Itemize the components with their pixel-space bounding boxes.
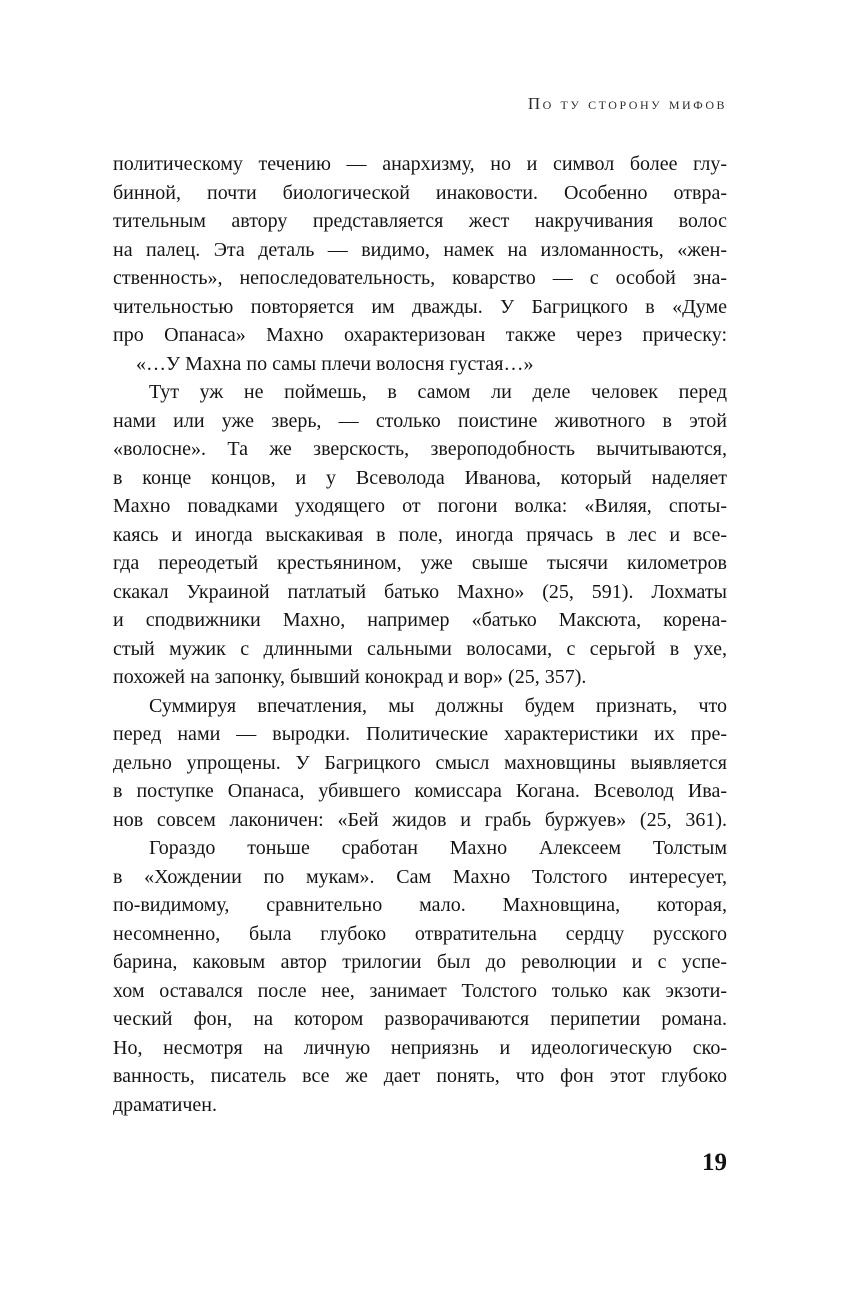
text-line: ственность», непоследовательность, коварство — с особой зна-	[113, 267, 727, 289]
text-line: на палец. Эта деталь — видимо, намек на изломанность, «жен-	[113, 238, 727, 261]
quote-paragraph	[113, 350, 727, 379]
text-line: похожей на запонку, бывший конокрад и вор» (25, 357).	[113, 666, 587, 688]
text-line: дельно упрощены. У Багрицкого смысл махновщины выявляется	[113, 751, 727, 774]
body-text	[113, 150, 727, 1119]
text-line: Гораздо тоньше сработан Махно Алексеем Толстым	[149, 837, 727, 859]
text-line: Тут уж не поймешь, в самом ли деле человек перед	[149, 381, 727, 403]
text-line: нами или уже зверь, — столько поистине животного в этой	[113, 409, 727, 432]
text-line: тительным автору представляется жест накручивания волос	[113, 210, 727, 232]
text-line: «волосне». Та же зверскость, звероподобность вычитываются,	[113, 438, 727, 460]
text-line: хом оставался после нее, занимает Толстого только как экзоти-	[113, 979, 727, 1002]
text-line: и сподвижники Махно, например «батько Максюта, корена-	[113, 609, 727, 631]
text-line: бинной, почти биологической инаковости. Особенно отвра-	[113, 181, 727, 204]
text-line: стый мужик с длинными сальными волосами, с серьгой в ухе,	[113, 637, 727, 660]
paragraph	[113, 378, 727, 692]
text-line: политическому течению — анархизму, но и символ более глу-	[113, 153, 727, 175]
text-line: гда переодетый крестьянином, уже свыше тысячи километров	[113, 552, 727, 574]
text-line: драматичен.	[113, 1093, 218, 1116]
page-number: 19	[702, 1149, 727, 1176]
paragraph	[113, 692, 727, 835]
text-line: ванность, писатель все же дает понять, что фон этот глубоко	[113, 1065, 727, 1087]
text-line: Суммируя впечатления, мы должны будем признать, что	[149, 694, 727, 717]
running-header: По ту сторону мифов	[527, 94, 727, 113]
text-line: про Опанаса» Махно охарактеризован также через прическу:	[113, 324, 727, 346]
text-line: в конце концов, и у Всеволода Иванова, который наделяет	[113, 466, 727, 489]
text-line: в «Хождении по мукам». Сам Махно Толстого интересует,	[113, 865, 727, 888]
text-line: несомненно, была глубоко отвратительна сердцу русского	[113, 922, 727, 945]
text-line: каясь и иногда выскакивая в поле, иногда прячась в лес и все-	[113, 523, 727, 546]
text-line: «…У Махна по самы плечи волосня густая…»	[136, 352, 534, 375]
text-line: перед нами — выродки. Политические характеристики их пре-	[113, 723, 727, 745]
text-line: скакал Украиной патлатый батько Махно» (25, 591). Лохматы	[113, 580, 727, 603]
text-line: по-видимому, сравнительно мало. Махновщина, которая,	[113, 894, 727, 916]
text-line: нов совсем лаконичен: «Бей жидов и грабь буржуев» (25, 361).	[113, 808, 727, 831]
paragraph	[113, 834, 727, 1119]
text-line: чительностью повторяется им дважды. У Багрицкого в «Думе	[113, 295, 727, 318]
text-line: Махно повадками уходящего от погони волка: «Виляя, споты-	[113, 495, 727, 517]
text-line: Но, несмотря на личную неприязнь и идеологическую ско-	[113, 1036, 727, 1059]
paragraph	[113, 150, 727, 350]
text-line: ческий фон, на котором разворачиваются перипетии романа.	[113, 1008, 727, 1030]
text-line: барина, каковым автор трилогии был до революции и с успе-	[113, 951, 727, 973]
text-line: в поступке Опанаса, убившего комиссара Когана. Всеволод Ива-	[113, 780, 727, 802]
